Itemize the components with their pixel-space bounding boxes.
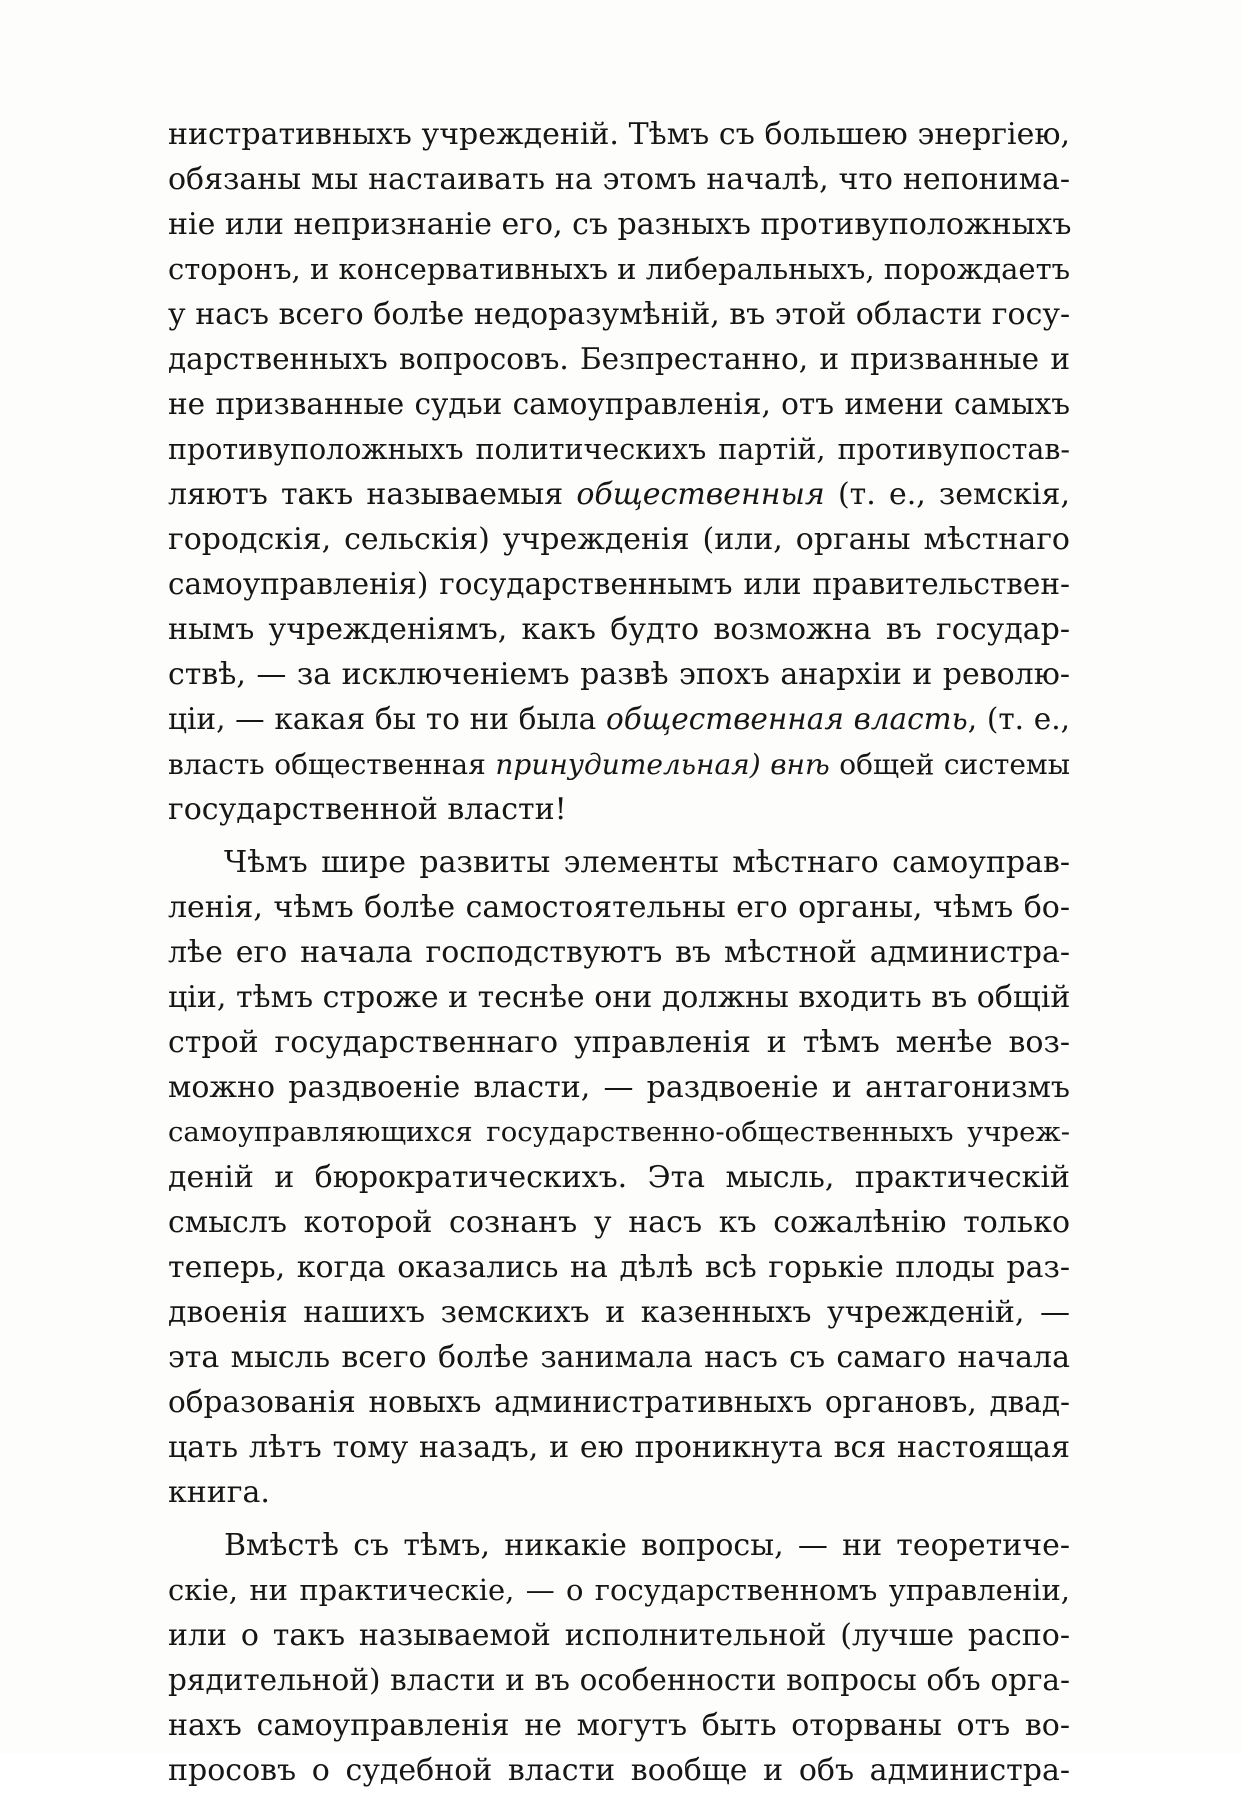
- text-line: деній и бюрократическихъ. Эта мысль, практическій: [168, 1160, 1070, 1195]
- text-line: ствѣ, — за исключеніемъ развѣ эпохъ анархіи и револю-: [168, 657, 1070, 692]
- italic-term: принудительная) внѣ: [495, 748, 830, 781]
- text-line: ніе или непризнаніе его, съ разныхъ противуположныхъ: [168, 207, 1072, 242]
- text-line: самоуправленія) государственнымъ или правительствен-: [168, 567, 1070, 601]
- text-line: ціи, — какая бы то ни была общественная власть, (т. е.,: [168, 702, 1070, 736]
- text-line: дарственныхъ вопросовъ. Безпрестанно, и призванные и: [168, 342, 1070, 376]
- text-line: просовъ о судебной власти вообще и объ администра-: [168, 1753, 1070, 1788]
- text-line: книга.: [168, 1475, 270, 1510]
- paragraph-gap: [168, 832, 1070, 840]
- text-line: смыслъ которой сознанъ у насъ къ сожалѣнію только: [168, 1205, 1070, 1240]
- text-line: строй государственнаго управленія и тѣмъ менѣе воз-: [168, 1025, 1070, 1060]
- text-line: или о такъ называемой исполнительной (лучше распо-: [168, 1618, 1070, 1653]
- text-line: цать лѣтъ тому назадъ, и ею проникнута вся настоящая: [168, 1430, 1070, 1465]
- text-line: у насъ всего болѣе недоразумѣній, въ этой области госу-: [168, 297, 1071, 332]
- text-line: скіе, ни практическіе, — о государственномъ управленіи,: [168, 1573, 1070, 1607]
- text-line: эта мысль всего болѣе занимала насъ съ самаго начала: [168, 1340, 1070, 1375]
- text-line: ленія, чѣмъ болѣе самостоятельны его органы, чѣмъ бо-: [168, 890, 1070, 925]
- text-line: образованія новыхъ административныхъ органовъ, двад-: [168, 1385, 1070, 1419]
- text-line: противуположныхъ политическихъ партій, противупостав-: [168, 433, 1070, 466]
- text-line: ціи, тѣмъ строже и теснѣе они должны входить въ общій: [168, 980, 1071, 1015]
- text-line: государственной власти!: [168, 792, 567, 827]
- paragraph-gap: [168, 1515, 1070, 1523]
- text-line: сторонъ, и консервативныхъ и либеральныхъ, порождаетъ: [168, 252, 1071, 286]
- text-line: власть общественная принудительная) внѣ общей системы: [168, 748, 1071, 781]
- text-line: можно раздвоеніе власти, — раздвоеніе и антагонизмъ: [168, 1070, 1070, 1105]
- text-line: городскія, сельскія) учрежденія (или, органы мѣстнаго: [168, 522, 1070, 557]
- italic-term: общественная власть: [606, 702, 968, 736]
- text-line: Вмѣстѣ съ тѣмъ, никакіе вопросы, — ни теоретиче-: [224, 1528, 1070, 1563]
- text-line: рядительной) власти и въ особенности вопросы объ орга-: [168, 1663, 1070, 1697]
- text-line: двоенія нашихъ земскихъ и казенныхъ учрежденій, —: [168, 1295, 1070, 1330]
- text-line: нистративныхъ учрежденій. Тѣмъ съ большею энергіею,: [168, 117, 1070, 152]
- text-line: Чѣмъ шире развиты элементы мѣстнаго самоуправ-: [224, 845, 1070, 880]
- text-line: нымъ учрежденіямъ, какъ будто возможна въ государ-: [168, 612, 1070, 647]
- italic-term: общественныя: [576, 477, 825, 512]
- text-line: ляютъ такъ называемыя общественныя (т. е., земскія,: [168, 477, 1070, 512]
- text-line: обязаны мы настаивать на этомъ началѣ, что непонима-: [168, 162, 1070, 197]
- text-line: теперь, когда оказались на дѣлѣ всѣ горькіе плоды раз-: [168, 1250, 1070, 1285]
- text-line: нахъ самоуправленія не могутъ быть оторваны отъ во-: [168, 1708, 1070, 1743]
- text-line: самоуправляющихся государственно-общественныхъ учреж-: [168, 1116, 1070, 1148]
- text-line: не призванные судьи самоуправленія, отъ имени самыхъ: [168, 387, 1070, 421]
- page-text: [168, 112, 1070, 1793]
- text-line: лѣе его начала господствуютъ въ мѣстной администра-: [168, 935, 1070, 970]
